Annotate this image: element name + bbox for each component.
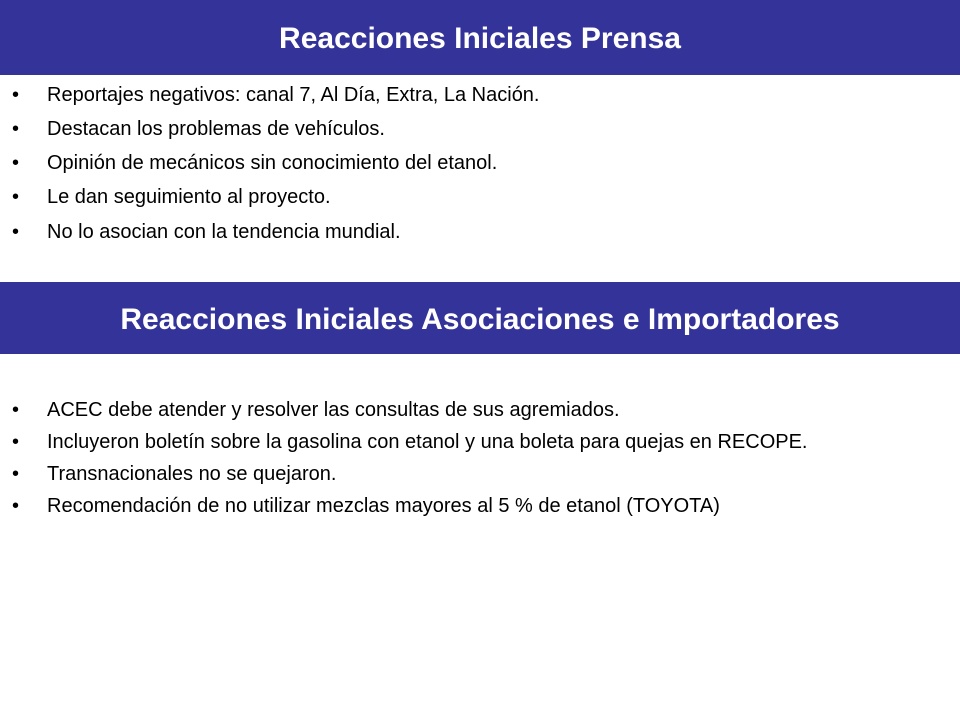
section-2-title: Reacciones Iniciales Asociaciones e Importadores [0, 282, 960, 354]
list-item [0, 495, 900, 517]
list-item [0, 399, 900, 421]
bullet-text: No lo asocian con la tendencia mundial. [47, 221, 401, 243]
bullet-icon: • [12, 84, 20, 106]
bullet-icon: • [12, 463, 20, 485]
bullet-text: Recomendación de no utilizar mezclas mayores al 5 % de etanol (TOYOTA) [47, 495, 720, 517]
bullet-icon: • [12, 399, 20, 421]
bullet-text: Transnacionales no se quejaron. [47, 463, 337, 485]
bullet-icon: • [12, 221, 20, 243]
bullet-text: ACEC debe atender y resolver las consultas de sus agremiados. [47, 399, 620, 421]
bullet-icon: • [12, 118, 20, 140]
list-item [0, 431, 867, 453]
list-item [0, 84, 900, 106]
section-2-bullet-list [0, 399, 900, 527]
list-item [0, 186, 900, 208]
list-item [0, 463, 900, 485]
bullet-text: Opinión de mecánicos sin conocimiento del etanol. [47, 152, 498, 174]
bullet-text: Le dan seguimiento al proyecto. [47, 186, 331, 208]
bullet-text: Reportajes negativos: canal 7, Al Día, Extra, La Nación. [47, 84, 540, 106]
list-item [0, 118, 900, 140]
bullet-text: Incluyeron boletín sobre la gasolina con etanol y una boleta para quejas en RECOPE. [47, 431, 808, 453]
list-item [0, 221, 900, 243]
bullet-icon: • [12, 431, 20, 453]
section-1-title: Reacciones Iniciales Prensa [0, 0, 960, 75]
bullet-icon: • [12, 152, 20, 174]
bullet-text: Destacan los problemas de vehículos. [47, 118, 385, 140]
bullet-icon: • [12, 495, 20, 517]
bullet-icon: • [12, 186, 20, 208]
list-item [0, 152, 900, 174]
section-1-bullet-list [0, 84, 900, 255]
